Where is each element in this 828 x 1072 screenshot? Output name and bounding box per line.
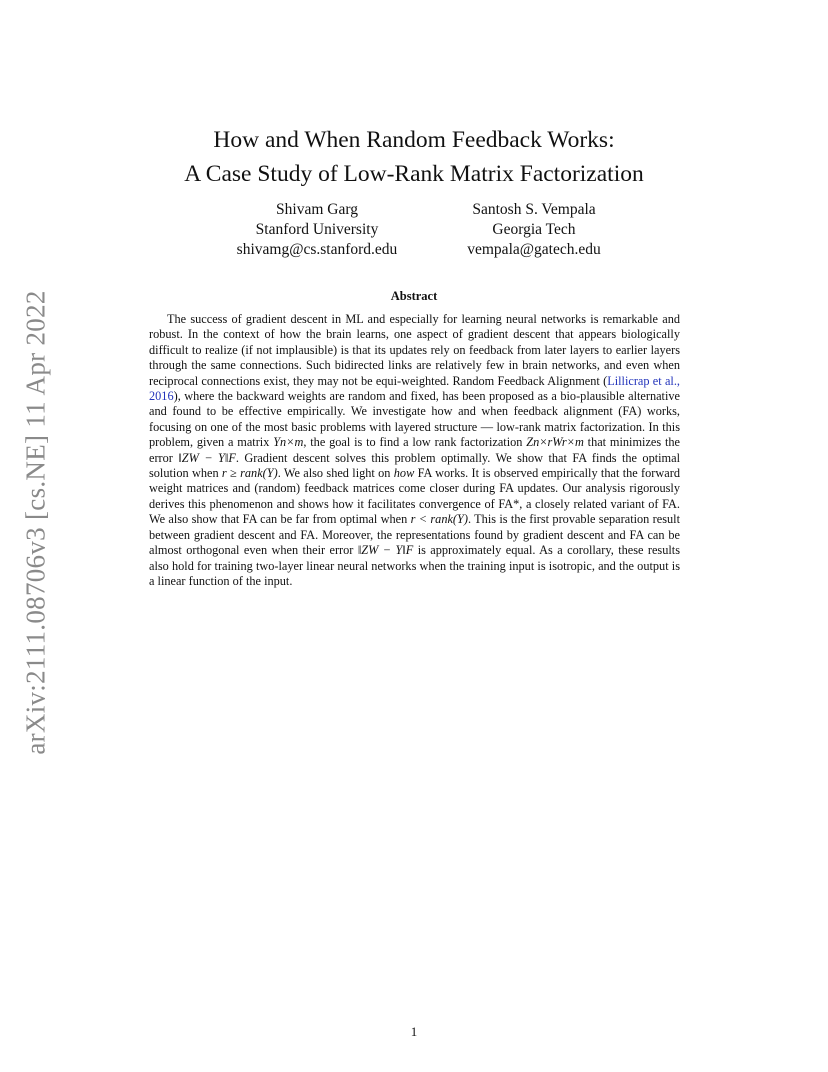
abstract-text: . This is the first provable separation result between gradient descent and FA. Moreover, the representations found by gradient descent and FA can be almost orthogonal even when their error — [149, 512, 680, 558]
paper-title — [0, 123, 828, 191]
arxiv-identifier-text: arXiv:2111.08706v3 [cs.NE] 11 Apr 2022 — [20, 290, 51, 755]
author-email: vempala@gatech.edu — [467, 241, 601, 258]
author-affiliation: Georgia Tech — [492, 221, 576, 238]
abstract-text: is approximately equal. As a corollary, these results also hold for training two-layer linear neural networks when the training input is isotropic, and the output is a linear function of the input. — [149, 543, 680, 588]
abstract-text: . Gradient descent solves this problem optimally. We show that FA finds the optimal solution when — [149, 450, 680, 481]
author-block — [434, 200, 634, 260]
abstract-text: The success of gradient descent in ML and especially for learning neural networks is remarkable and robust. In the context of how the brain learns, one aspect of gradient descent that appears biologically difficult to realize (if not implausible) is that its updates rely on feedback from later layers to earlier layers through the same connections. Such bidirected links are relatively few in brain networks, and even when reciprocal connections exist, they may not be equi-weighted. Random Feedback Alignment ( — [149, 312, 680, 388]
abstract-text: , the goal is to find a low rank factorization — [303, 435, 527, 450]
page-number: 1 — [410, 1024, 418, 1039]
abstract-text: FA works. It is observed empirically that the forward weight matrices and (random) feedback matrices come closer during FA updates. Our analysis rigorously derives this phenomenon and shows how it facilitates convergence of FA*, a closely related variant of FA. We also show that FA can be far from optimal when — [149, 466, 680, 527]
author-block — [217, 200, 417, 260]
author-name: Santosh S. Vempala — [472, 201, 596, 218]
abstract-text: that minimizes the error — [149, 435, 680, 465]
abstract-text: ), where the backward weights are random and fixed, has been proposed as a bio-plausible alternative and found to be effective empirically. We investigate how and when feedback alignment (FA) works, focusing on one of the most basic problems with layered structure — low-rank matrix factorization. In this problem, given a matrix — [149, 389, 680, 450]
citation-link[interactable]: Lillicrap et al., 2016 — [149, 373, 680, 404]
author-name: Shivam Garg — [276, 201, 358, 218]
arxiv-identifier-stamp — [18, 285, 54, 760]
math-expression: r ≥ rank(Y) — [221, 466, 278, 481]
paper-title-line-2: A Case Study of Low-Rank Matrix Factorization — [184, 161, 644, 187]
math-expression: Yn×m — [273, 435, 304, 450]
math-expression: Zn×rWr×m — [526, 435, 584, 450]
abstract-heading: Abstract — [390, 289, 438, 303]
abstract-text: . We also shed light on — [277, 466, 394, 481]
math-expression: ‖ZW − Y‖F — [357, 543, 414, 558]
emphasis-text: how — [393, 466, 415, 481]
author-affiliation: Stanford University — [255, 221, 379, 238]
math-expression: r < rank(Y) — [410, 512, 468, 527]
abstract-body — [149, 312, 680, 589]
paper-title-line-1: How and When Random Feedback Works: — [213, 127, 615, 153]
author-email: shivamg@cs.stanford.edu — [236, 241, 398, 258]
math-expression: ‖ZW − Y‖F — [178, 450, 236, 465]
